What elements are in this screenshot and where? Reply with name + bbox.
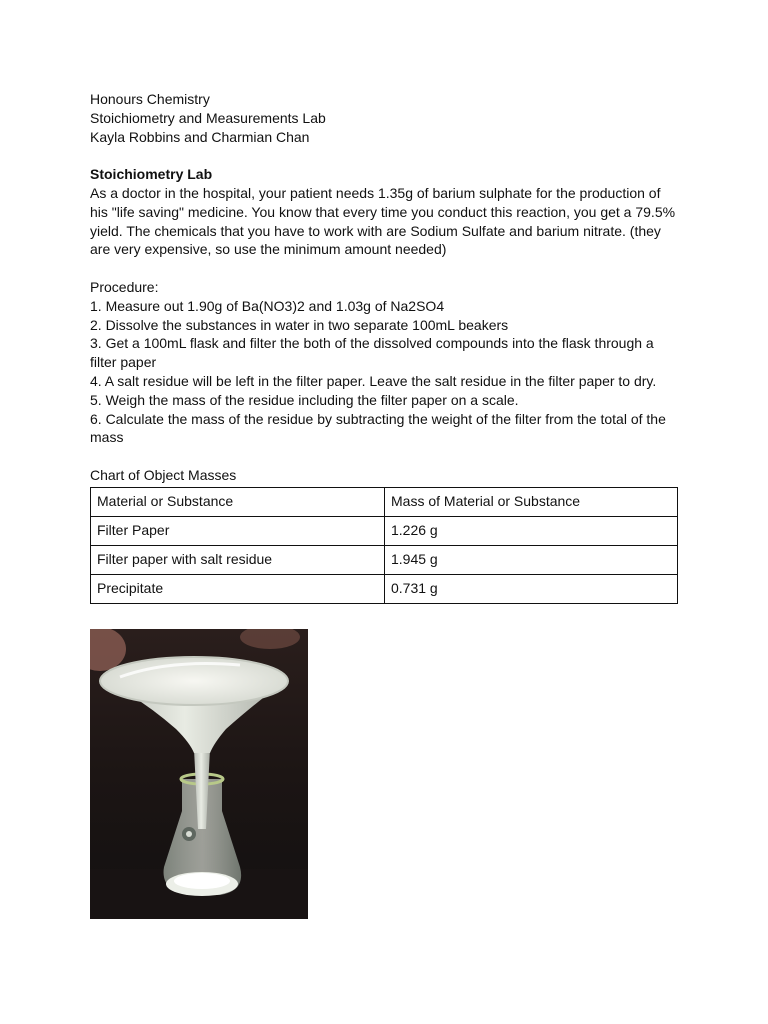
table-header-cell: Mass of Material or Substance — [385, 487, 678, 516]
procedure-step: 5. Weigh the mass of the residue including the filter paper on a scale. — [90, 391, 519, 408]
intro-paragraph: As a doctor in the hospital, your patient needs 1.35g of barium sulphate for the production of his "life saving" medicine. You know that every time you conduct this reaction, you get a 79.5% yield. The chemicals that you have to work with are Sodium Sulfate and barium nitrate. (they are very expensive, so use the minimum amount needed) — [90, 184, 676, 258]
masses-table — [90, 487, 678, 604]
procedure-step: 6. Calculate the mass of the residue by subtracting the weight of the filter from the total of the mass — [90, 410, 666, 446]
document-page — [90, 90, 680, 604]
table-cell: 0.731 g — [385, 574, 678, 603]
table-caption: Chart of Object Masses — [90, 466, 237, 483]
procedure-step: 4. A salt residue will be left in the filter paper. Leave the salt residue in the filter paper to dry. — [90, 372, 657, 389]
procedure-list — [90, 297, 680, 447]
table-cell: Filter Paper — [91, 516, 385, 545]
table-cell: Filter paper with salt residue — [91, 545, 385, 574]
table-row — [91, 545, 678, 574]
funnel-flask-photo — [90, 629, 308, 919]
section-heading: Stoichiometry Lab — [90, 166, 213, 183]
procedure-label: Procedure: — [90, 278, 159, 295]
procedure-step: 2. Dissolve the substances in water in two separate 100mL beakers — [90, 316, 509, 333]
table-row — [91, 574, 678, 603]
procedure-step: 3. Get a 100mL flask and filter the both of the dissolved compounds into the flask through a filter paper — [90, 335, 654, 371]
procedure-step: 1. Measure out 1.90g of Ba(NO3)2 and 1.03g of Na2SO4 — [90, 297, 445, 314]
table-cell: Precipitate — [91, 574, 385, 603]
table-header-cell: Material or Substance — [91, 487, 385, 516]
lab-title: Stoichiometry and Measurements Lab — [90, 109, 326, 126]
table-header-row — [91, 487, 678, 516]
authors: Kayla Robbins and Charmian Chan — [90, 128, 310, 145]
course-name: Honours Chemistry — [90, 91, 210, 107]
table-cell: 1.945 g — [385, 545, 678, 574]
table-cell: 1.226 g — [385, 516, 678, 545]
table-row — [91, 516, 678, 545]
